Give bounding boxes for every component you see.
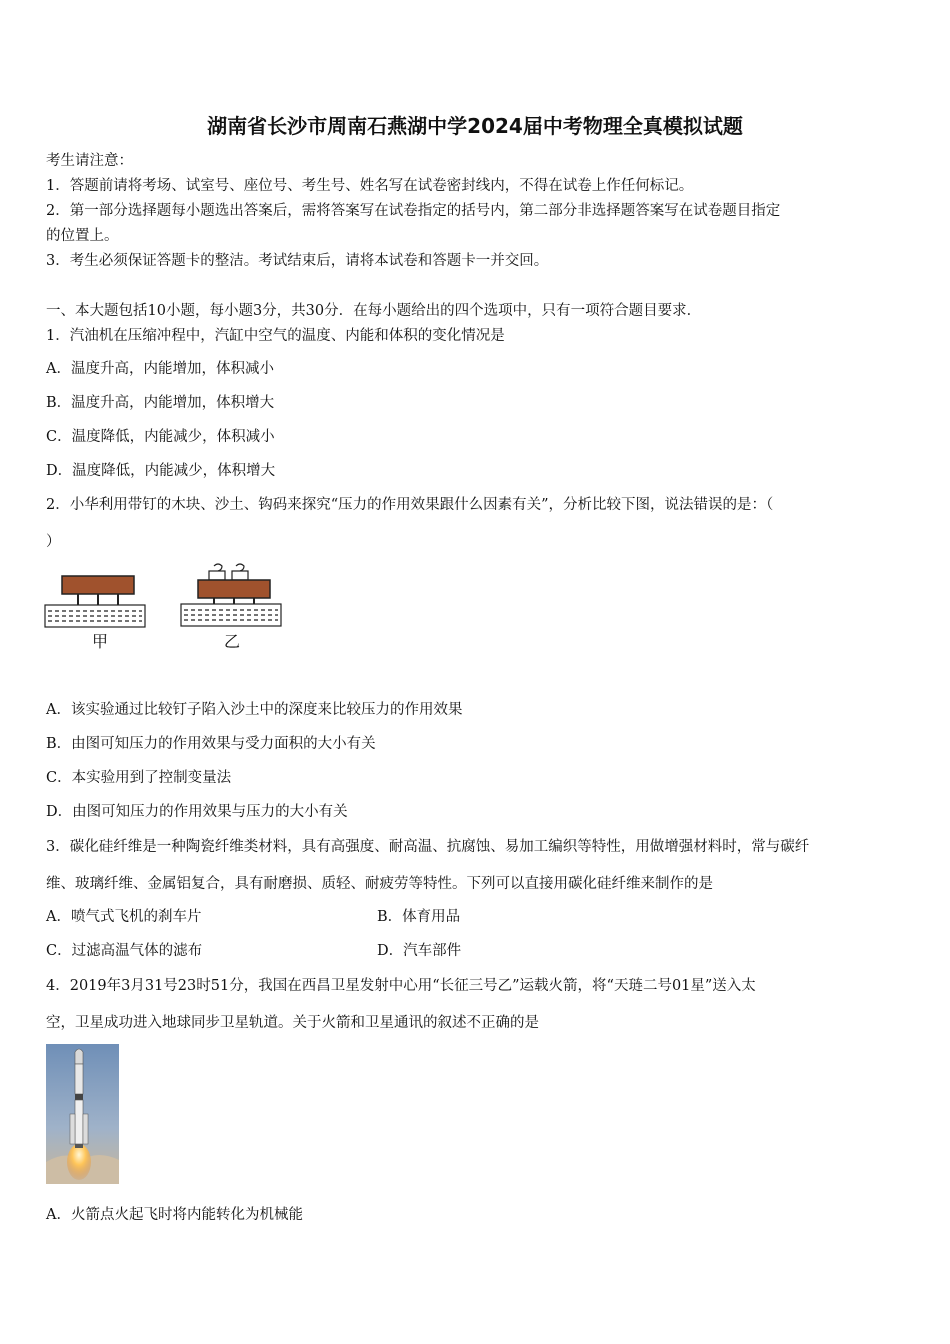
sand-box [45, 605, 145, 627]
notice-heading: 考生请注意： [46, 153, 133, 169]
section-heading: 一、本大题包括10小题，每小题3分，共30分．在每小题给出的四个选项中，只有一项符合题目要求． [46, 303, 702, 319]
question-2-option-d: D．由图可知压力的作用效果与压力的大小有关 [46, 804, 348, 820]
question-4-stem-cont: 空，卫星成功进入地球同步卫星轨道。关于火箭和卫星通讯的叙述不正确的是 [46, 1015, 539, 1031]
sand-box [181, 604, 281, 626]
question-3-option-d: D．汽车部件 [377, 943, 462, 959]
question-2-option-b: B．由图可知压力的作用效果与受力面积的大小有关 [46, 736, 376, 752]
question-3-option-a: A．喷气式飞机的刹车片 [46, 909, 202, 925]
question-1-option-c: C．温度降低，内能减少，体积减小 [46, 429, 275, 445]
question-4-option-a: A．火箭点火起飞时将内能转化为机械能 [46, 1207, 303, 1223]
question-3-stem: 3．碳化硅纤维是一种陶瓷纤维类材料，具有高强度、耐高温、抗腐蚀、易加工编织等特性，用做增强材料时，常与碳纤 [46, 839, 810, 855]
hook-weight [232, 564, 248, 580]
figure-yi-nail-block-with-weights-on-sand [180, 560, 286, 652]
question-2-stem-cont: ） [46, 534, 61, 550]
question-3-stem-cont: 维、玻璃纤维、金属铝复合，具有耐磨损、质轻、耐疲劳等特性。下列可以直接用碳化硅纤维来制作的是 [46, 876, 713, 892]
question-3-option-c: C．过滤高温气体的滤布 [46, 943, 203, 959]
question-3-option-b: B．体育用品 [377, 909, 461, 925]
figure-label-jia: 甲 [91, 632, 109, 651]
page-title: 湖南省长沙市周南石燕湖中学2024届中考物理全真模拟试题 [207, 114, 743, 138]
notice-item: 的位置上。 [46, 228, 119, 244]
question-4-stem: 4．2019年3月31号23时51分，我国在西昌卫星发射中心用“长征三号乙”运载火箭，将“天琏二号01星”送入太 [46, 978, 756, 994]
notice-item: 1．答题前请将考场、试室号、座位号、考生号、姓名写在试卷密封线内，不得在试卷上作任何标记。 [46, 178, 694, 194]
question-1-option-a: A．温度升高，内能增加，体积减小 [46, 361, 274, 377]
question-1-option-d: D．温度降低，内能减少，体积增大 [46, 463, 276, 479]
question-1-stem: 1．汽油机在压缩冲程中，汽缸中空气的温度、内能和体积的变化情况是 [46, 328, 505, 344]
notice-item: 3．考生必须保证答题卡的整洁。考试结束后，请将本试卷和答题卡一并交回。 [46, 253, 549, 269]
figure-label-yi: 乙 [223, 632, 241, 651]
question-2-option-c: C．本实验用到了控制变量法 [46, 770, 232, 786]
rocket-launch-photo [46, 1044, 119, 1184]
question-1-option-b: B．温度升高，内能增加，体积增大 [46, 395, 275, 411]
flame [67, 1144, 91, 1180]
figure-jia-nail-block-on-sand [44, 572, 148, 652]
notice-item: 2．第一部分选择题每小题选出答案后，需将答案写在试卷指定的括号内，第二部分非选择题答案写在试卷题目指定 [46, 203, 781, 219]
question-2-stem: 2．小华利用带钉的木块、沙土、钩码来探究“压力的作用效果跟什么因素有关”，分析比较下图，说法错误的是：（ [46, 497, 774, 513]
hook-weight [209, 564, 225, 580]
wood-block [198, 580, 270, 598]
question-2-option-a: A．该实验通过比较钉子陷入沙土中的深度来比较压力的作用效果 [46, 702, 463, 718]
wood-block [62, 576, 134, 594]
